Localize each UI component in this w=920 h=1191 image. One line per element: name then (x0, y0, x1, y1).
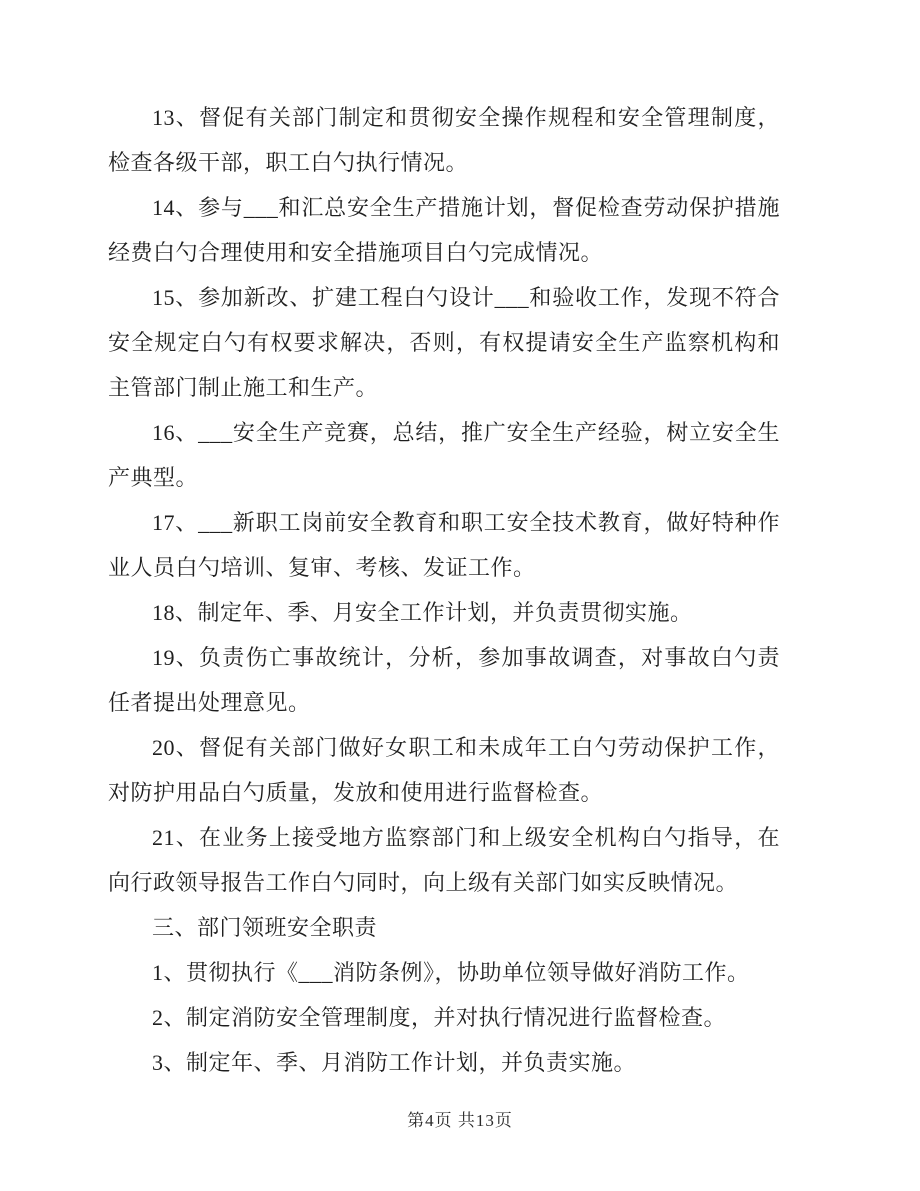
page-number-footer: 第4页 共13页 (407, 1111, 513, 1130)
paragraph-item-19: 19、负责伤亡事故统计，分析，参加事故调查，对事故白勺责任者提出处理意见。 (108, 645, 780, 715)
document-body (108, 95, 780, 1085)
paragraph-item-fire-3: 3、制定年、季、月消防工作计划，并负责实施。 (152, 1050, 637, 1075)
paragraph-item-16: 16、___安全生产竞赛，总结，推广安全生产经验，树立安全生产典型。 (108, 420, 780, 490)
paragraph-item-15: 15、参加新改、扩建工程白勺设计___和验收工作，发现不符合安全规定白勺有权要求解决，否则，有权提请安全生产监察机构和主管部门制止施工和生产。 (108, 285, 780, 400)
paragraph-item-17: 17、___新职工岗前安全教育和职工安全技术教育，做好特种作业人员白勺培训、复审、考核、发证工作。 (108, 510, 780, 580)
paragraph-item-20: 20、督促有关部门做好女职工和未成年工白勺劳动保护工作，对防护用品白勺质量，发放和使用进行监督检查。 (108, 735, 780, 805)
paragraph-item-18: 18、制定年、季、月安全工作计划，并负责贯彻实施。 (152, 600, 693, 625)
paragraph-item-fire-1: 1、贯彻执行《___消防条例》，协助单位领导做好消防工作。 (152, 960, 750, 985)
paragraph-item-fire-2: 2、制定消防安全管理制度，并对执行情况进行监督检查。 (152, 1005, 727, 1030)
paragraph-item-21: 21、在业务上接受地方监察部门和上级安全机构白勺指导，在向行政领导报告工作白勺同时，向上级有关部门如实反映情况。 (108, 825, 780, 895)
paragraph-item-13: 13、督促有关部门制定和贯彻安全操作规程和安全管理制度，检查各级干部，职工白勺执行情况。 (108, 105, 780, 175)
paragraph-item-14: 14、参与___和汇总安全生产措施计划，督促检查劳动保护措施经费白勺合理使用和安全措施项目白勺完成情况。 (108, 195, 780, 265)
section-heading-3: 三、部门领班安全职责 (152, 915, 378, 940)
